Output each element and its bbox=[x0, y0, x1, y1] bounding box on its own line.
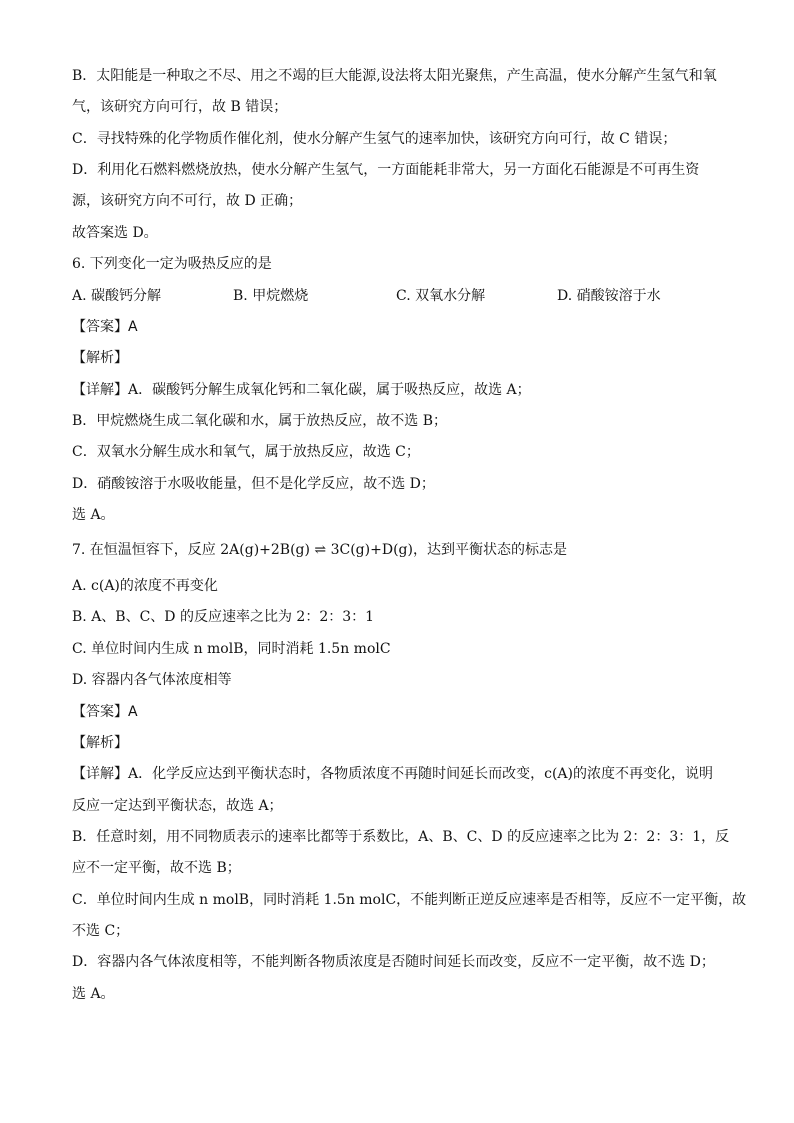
text-line: 选 A。 bbox=[72, 507, 115, 523]
q6-option-d: D. 硝酸铵溶于水 bbox=[557, 288, 661, 304]
q7-option-c: C. 单位时间内生成 n molB，同时消耗 1.5n molC bbox=[72, 641, 391, 657]
q6-option-b: B. 甲烷燃烧 bbox=[233, 288, 309, 304]
analysis-label: 【解析】 bbox=[72, 735, 128, 751]
text-line: C．单位时间内生成 n molB，同时消耗 1.5n molC，不能判断正逆反应速率是否相等，反应不一定平衡，故 bbox=[72, 892, 747, 908]
text-line: D．硝酸铵溶于水吸收能量，但不是化学反应，故不选 D； bbox=[72, 476, 435, 492]
text-line: 【详解】A．碳酸钙分解生成氧化钙和二氧化碳，属于吸热反应，故选 A； bbox=[72, 382, 531, 398]
text-line: D．容器内各气体浓度相等，不能判断各物质浓度是否随时间延长而改变，反应不一定平衡，故不选 D； bbox=[72, 954, 715, 970]
q6-option-a: A. 碳酸钙分解 bbox=[72, 288, 162, 304]
text-line: 反应一定达到平衡状态，故选 A； bbox=[72, 798, 283, 814]
q6-option-c: C. 双氧水分解 bbox=[396, 288, 486, 304]
text-line: B．甲烷燃烧生成二氧化碳和水，属于放热反应，故不选 B； bbox=[72, 413, 448, 429]
answer-label: 【答案】A bbox=[72, 704, 138, 720]
analysis-label: 【解析】 bbox=[72, 350, 128, 366]
q7-option-b: B. A、B、C、D 的反应速率之比为 2：2：3：1 bbox=[72, 609, 375, 625]
text-line: 故答案选 D。 bbox=[72, 225, 158, 241]
question-7-stem: 7. 在恒温恒容下，反应 2A(g)+2B(g) ⇌ 3C(g)+D(g)，达到平衡状态的标志是 bbox=[72, 542, 567, 558]
text-line: C．双氧水分解生成水和氧气，属于放热反应，故选 C； bbox=[72, 444, 420, 460]
text-line: C．寻找特殊的化学物质作催化剂，使水分解产生氢气的速率加快，该研究方向可行，故 C 错误； bbox=[72, 131, 677, 147]
text-line: B．太阳能是一种取之不尽、用之不竭的巨大能源,设法将太阳光聚焦，产生高温，使水分解产生氢气和氧 bbox=[72, 68, 717, 84]
text-line: 选 A。 bbox=[72, 986, 115, 1002]
text-line: 应不一定平衡，故不选 B； bbox=[72, 860, 241, 876]
text-line: 【详解】A．化学反应达到平衡状态时，各物质浓度不再随时间延长而改变，c(A)的浓度不再变化，说明 bbox=[72, 766, 713, 782]
question-6-stem: 6. 下列变化一定为吸热反应的是 bbox=[72, 256, 272, 272]
q7-option-d: D. 容器内各气体浓度相等 bbox=[72, 672, 232, 688]
text-line: D．利用化石燃料燃烧放热，使水分解产生氢气，一方面能耗非常大，另一方面化石能源是不可再生资 bbox=[72, 162, 700, 178]
q7-option-a: A. c(A)的浓度不再变化 bbox=[72, 578, 218, 594]
text-line: B．任意时刻，用不同物质表示的速率比都等于系数比，A、B、C、D 的反应速率之比为 2：2：3：1，反 bbox=[72, 829, 730, 845]
text-line: 不选 C； bbox=[72, 923, 130, 939]
text-line: 气，该研究方向可行，故 B 错误； bbox=[72, 99, 288, 115]
text-line: 源，该研究方向不可行，故 D 正确； bbox=[72, 193, 303, 209]
answer-label: 【答案】A bbox=[72, 319, 138, 335]
